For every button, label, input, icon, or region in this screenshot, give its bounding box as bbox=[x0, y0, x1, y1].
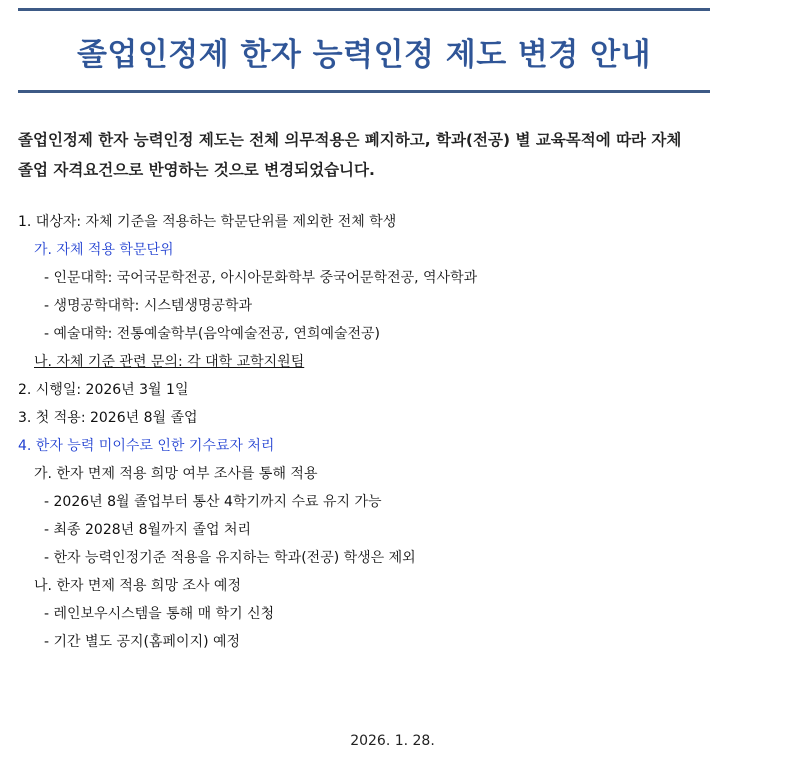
intro-line: 졸업 자격요건으로 반영하는 것으로 변경되었습니다. bbox=[18, 161, 375, 179]
section-item bbox=[18, 208, 778, 236]
item-text: - 기간 별도 공지(홈페이지) 예정 bbox=[44, 634, 241, 650]
page-title: 졸업인정제 한자 능력인정 제도 변경 안내 bbox=[76, 37, 652, 73]
item-text: 가. 한자 면제 적용 희망 여부 조사를 통해 적용 bbox=[34, 466, 318, 482]
section-item bbox=[18, 432, 778, 460]
detail-item bbox=[18, 544, 778, 572]
item-text: 나. 자체 기준 관련 문의: 각 대학 교학지원팀 bbox=[34, 354, 305, 370]
detail-item bbox=[18, 292, 778, 320]
notice-items-list bbox=[18, 208, 778, 656]
item-text: - 생명공학대학: 시스템생명공학과 bbox=[44, 298, 253, 314]
item-text: - 최종 2028년 8월까지 졸업 처리 bbox=[44, 522, 252, 538]
item-text: 4. 한자 능력 미이수로 인한 기수료자 처리 bbox=[18, 438, 275, 454]
subsection-item bbox=[18, 348, 778, 376]
detail-item bbox=[18, 488, 778, 516]
notice-date: 2026. 1. 28. bbox=[350, 733, 435, 749]
detail-item bbox=[18, 600, 778, 628]
intro-line: 졸업인정제 한자 능력인정 제도는 전체 의무적용은 폐지하고, 학과(전공) 별 교육목적에 따라 자체 bbox=[18, 131, 682, 149]
detail-item bbox=[18, 516, 778, 544]
item-text: - 레인보우시스템을 통해 매 학기 신청 bbox=[44, 606, 275, 622]
item-text: - 예술대학: 전통예술학부(음악예술전공, 연희예술전공) bbox=[44, 326, 381, 342]
item-text: 1. 대상자: 자체 기준을 적용하는 학문단위를 제외한 전체 학생 bbox=[18, 214, 397, 230]
subsection-item bbox=[18, 460, 778, 488]
title-bottom-rule bbox=[18, 90, 710, 93]
section-item bbox=[18, 404, 778, 432]
item-text: 가. 자체 적용 학문단위 bbox=[34, 242, 174, 258]
subsection-item bbox=[18, 236, 778, 264]
detail-item bbox=[18, 320, 778, 348]
detail-item bbox=[18, 264, 778, 292]
title-block bbox=[18, 8, 710, 94]
title-top-rule bbox=[18, 8, 710, 11]
item-text: 2. 시행일: 2026년 3월 1일 bbox=[18, 382, 189, 398]
item-text: - 인문대학: 국어국문학전공, 아시아문화학부 중국어문학전공, 역사학과 bbox=[44, 270, 478, 286]
item-text: - 한자 능력인정기준 적용을 유지하는 학과(전공) 학생은 제외 bbox=[44, 550, 416, 566]
section-item bbox=[18, 376, 778, 404]
item-text: 3. 첫 적용: 2026년 8월 졸업 bbox=[18, 410, 198, 426]
item-text: 나. 한자 면제 적용 희망 조사 예정 bbox=[34, 578, 241, 594]
subsection-item bbox=[18, 572, 778, 600]
item-text: - 2026년 8월 졸업부터 통산 4학기까지 수료 유지 가능 bbox=[44, 494, 382, 510]
intro-paragraph bbox=[18, 125, 782, 185]
detail-item bbox=[18, 628, 778, 656]
